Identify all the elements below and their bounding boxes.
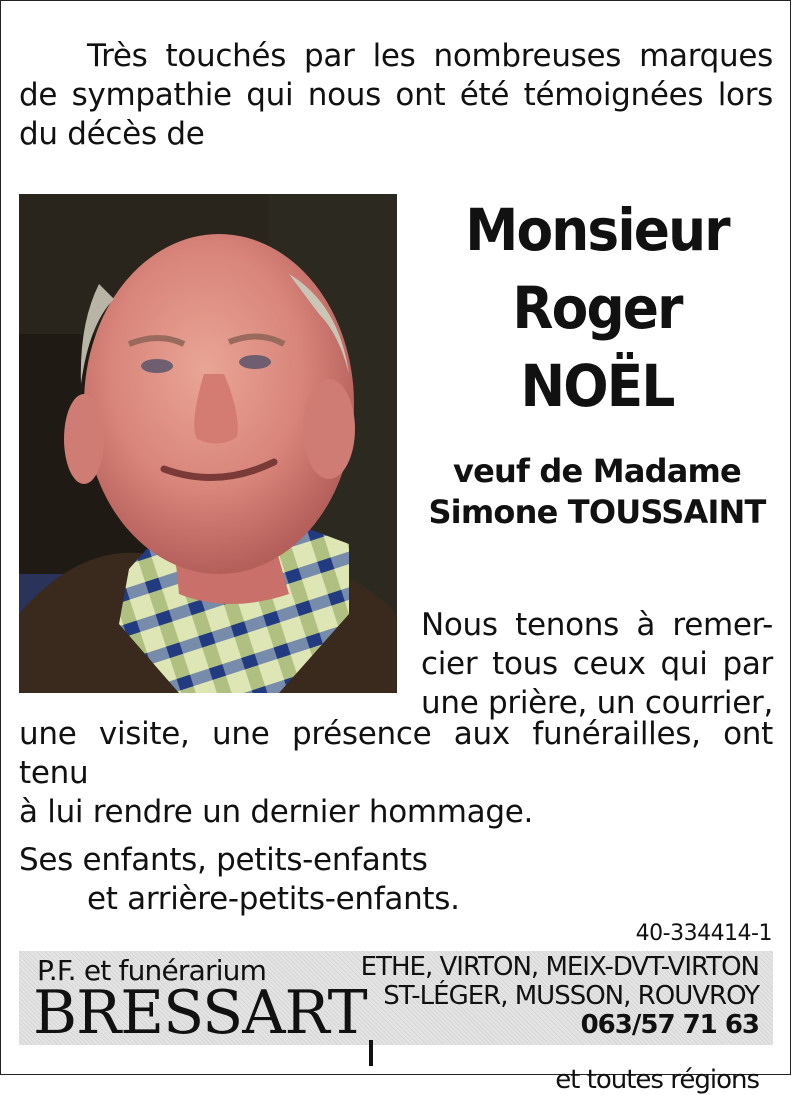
thanks-paragraph-right <box>421 606 773 723</box>
thanks-line-3: une prière, un courrier, <box>421 685 774 721</box>
funeral-home-locations <box>361 953 759 1095</box>
regions-text: et toutes régions <box>555 1065 759 1095</box>
contact-line <box>361 1011 759 1095</box>
funeral-home-banner <box>19 951 773 1095</box>
intro-paragraph: Très touchés par les nombreuses marques de sympathie qui nous ont été témoignées lors du décès de <box>19 38 773 152</box>
family-signature <box>19 841 460 919</box>
portrait-photo <box>19 194 397 693</box>
thanks-paragraph-full <box>19 715 773 832</box>
phone-number: 063/57 71 63 <box>580 1010 759 1040</box>
signature-line-2: et arrière-petits-enfants. <box>87 881 460 917</box>
widow-line-2: Simone TOUSSAINT <box>428 493 766 531</box>
towns-line-2: ST-LÉGER, MUSSON, ROUVROY <box>383 981 759 1011</box>
first-name: Roger <box>512 274 682 342</box>
last-name: NOËL <box>520 352 674 420</box>
thanks-line-1: Nous tenons à remer- <box>421 607 773 643</box>
deceased-name-block <box>421 191 773 425</box>
funeral-home-label: P.F. et funérarium <box>37 954 267 987</box>
honorific: Monsieur <box>465 196 729 264</box>
thanks-line-4: une visite, une présence aux funérailles, ont tenu <box>19 716 773 791</box>
widow-line-1: veuf de Madame <box>453 452 741 490</box>
funeral-home-name: BRESSART <box>33 978 367 1048</box>
widow-of-block <box>421 451 773 533</box>
towns-line-1: ETHE, VIRTON, MEIX-DVT-VIRTON <box>360 952 759 982</box>
separator-bar <box>369 1040 373 1066</box>
reference-number: 40-334414-1 <box>635 921 772 946</box>
signature-line-1: Ses enfants, petits-enfants <box>19 842 428 878</box>
thanks-line-2: cier tous ceux qui par <box>421 646 773 682</box>
thanks-line-5: à lui rendre un dernier hommage. <box>19 794 534 830</box>
